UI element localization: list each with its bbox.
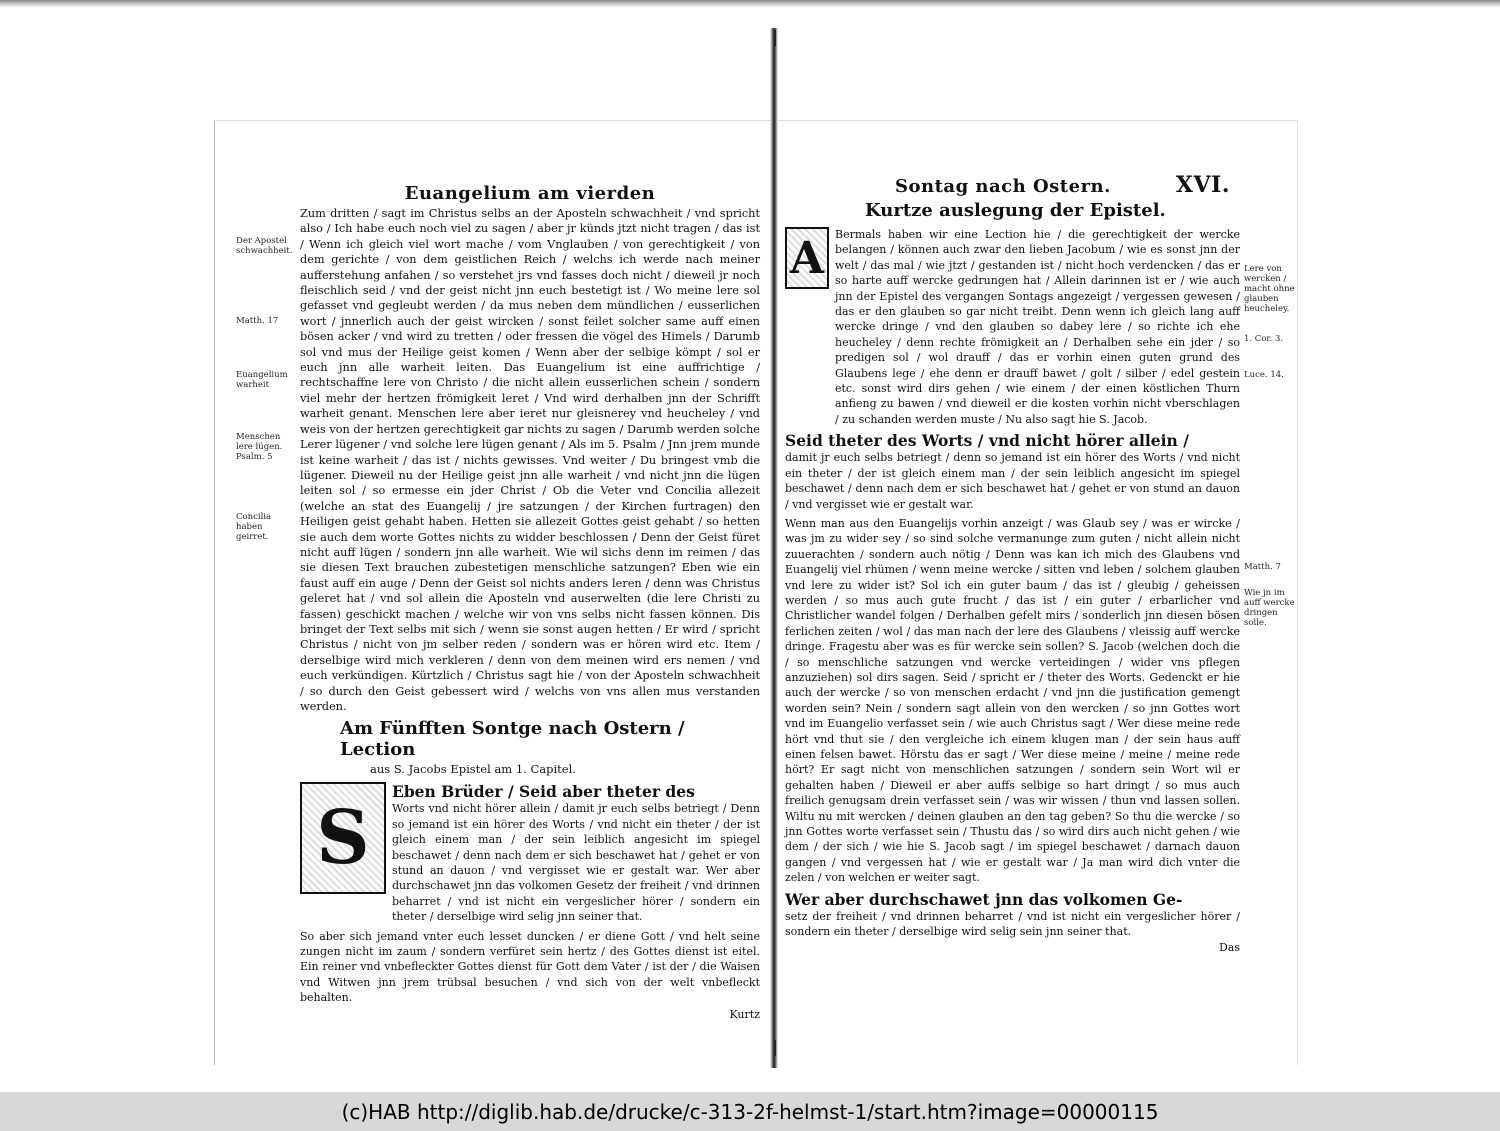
- margin-note: Matth. 17: [236, 316, 279, 326]
- decorated-initial-icon: A: [785, 227, 829, 289]
- exposition-opening: [785, 227, 1240, 427]
- margin-note: 1. Cor. 3.: [1244, 334, 1284, 344]
- margin-note: Matth. 7: [1244, 562, 1281, 572]
- exposition-lead: Seid theter des Worts / vnd nicht hörer allein /: [785, 431, 1189, 451]
- lection-subheading: aus S. Jacobs Epistel am 1. Capitel.: [370, 762, 576, 777]
- exposition-lead-text: damit jr euch selbs betriegt / denn so jemand ist ein hörer des Worts / vnd nicht ein theter / der ist gleich einem man / der sein leiblich angesicht im spiegel beschawet / denn nach dem er sich beschawet hat / gehet er von stund an dauon / vnd vergisset wie er gestalt war.: [785, 451, 1240, 511]
- left-text-column: [300, 183, 760, 1021]
- margin-note: Der Apostel schwachheit.: [236, 236, 293, 256]
- lection-text: Worts vnd nicht hörer allein / damit jr euch selbs betriegt / Denn so jemand ist ein hörer des Worts / vnd nicht ein theter / der ist gleich einem man / der sein leiblich angesicht im spiegel beschawet / denn nach dem er sich beschawet hat / gehet er von stund an dauon / vnd vergisset wie er gestalt war. Wer aber durchschawet jnn das volkomen Gesetz der freiheit / vnd drinnen beharret / vnd ist nicht ein vergeslicher hörer / sondern ein theter / derselbige wird selig jnn seiner that.: [392, 802, 760, 924]
- left-running-head: Euangelium am vierden: [404, 183, 656, 204]
- left-catchword: Kurtz: [729, 1007, 760, 1021]
- margin-note: Wie jn im auff wercke dringen solle.: [1244, 588, 1295, 628]
- exposition-heading: Kurtze auslegung der Epistel.: [865, 200, 1166, 221]
- exposition-lead-2: Wer aber durchschawet jnn das volkomen Ge-: [785, 889, 1183, 909]
- right-catchword: Das: [1218, 941, 1240, 955]
- credit-link-text: (c)HAB http://diglib.hab.de/drucke/c-313-2f-helmst-1/start.htm?image=00000115: [341, 1099, 1159, 1124]
- margin-note: Menschen lere lügen. Psalm. 5: [236, 432, 283, 462]
- book-gutter: [770, 28, 778, 1068]
- margin-note: Concilia haben geirret.: [236, 512, 272, 542]
- margin-note: Lere von wercken / macht ohne glauben heucheley.: [1244, 264, 1295, 314]
- margin-note: Euangelium warheit: [236, 370, 288, 390]
- lection-opening: [300, 782, 760, 924]
- exposition-paragraph: Bermals haben wir eine Lection hie / die gerechtigkeit der wercke belangen / können auch zwar den lieben Jacobum / wie es sonst jnn der welt / das mal / wie jtzt / gestanden ist / nicht hoch verdencken / das er so harte auff wercke gedrungen hat / Allein darinnen ist er / wie auch jnn der Epistel des vergangen Sontags angezeigt / vergessen gewesen / das er den glauben so gar nicht treibt. Denn wenn ich gleich lang auff wercke dringe / vnd den glauben so dabey lere / so richte ich ehe heucheley / denn rechte frömigkeit an / Derhalben sehe ein jder / so predigen sol / wol drauff / das er vorhin einen guten grund des Glaubens lege / ehe denn er drauff bawet / golt / silber / edel gestein etc. sonst wird dirs gehen / wie einem / der einen köstlichen Thurn anfieng zu bawen / vnd dieweil er die kosten vorhin nicht vberschlagen / zu schanden werden muste / Nu also sagt hie S. Jacob.: [835, 228, 1240, 426]
- folio-number: XVI.: [1175, 172, 1230, 198]
- lection-heading: Am Fünfften Sontge nach Ostern / Lection: [340, 718, 685, 761]
- gutter-mark-bottom: [774, 1040, 776, 1056]
- decorated-initial-icon: S: [300, 782, 386, 894]
- margin-note: Luce. 14.: [1244, 370, 1284, 380]
- exposition-paragraph-2: Wenn man aus den Euangelijs vorhin anzeigt / was Glaub sey / was er wircke / was jm zu wider sey / so sind solche vermanunge zum guten / nicht allein nicht zuuerachten / sondern auch nötig / Denn was kan ich mich des Glaubens vnd Euangelij viel rhümen / wenn meine wercke / sitten vnd leben / solchem glauben vnd lere zu wider ist? Sol ich ein guter baum / das ist / gleubig / geheissen werden / so mus auch gute frucht / das ist / ein guter / erbarlicher vnd Christlicher wandel folgen / Derhalben gefelt mirs / sonderlich jnn diesen bösen ferlichen zeiten / wol / das man nach der lere des Glaubens / vleissig auff wercke dringe. Fragestu aber was es für wercke sein sollen? S. Jacob (welchen doch die / so menschliche satzungen vnd wercke verteidingen / wider vns pflegen anzuziehen) sol dirs sagen. Seid / spricht er / theter des Worts. Gedenckt er hie auch der wercke / so von menschen erdacht / vnd jnn die justification gemengt worden sein? Nein / sondern sagt allein von den wercken / so jnn Gottes wort vnd im Euangelio verfasset sein / wie auch Christus sagt / Wer diese meine rede hört vnd thut sie / den vergleiche ich einem klugen man / der sein haus auff einen felsen bawet. Hörstu das er sagt / Wer diese meine / meine / meine rede hört? Er sagt nicht von menschlichen satzungen / sondern sein Wort wil er gehalten haben / Dieweil er aber auffs selbige so hart dringt / so mus auch freilich genugsam drein verfasset sein / was wir wissen / thun vnd lassen sollen. Wiltu nu mit wercken / deinen glauben an den tag geben? So thu die wercke / so jnn Gottes worte verfasset sein / Thustu das / so wird dirs auch nicht gehen / wie dem / der sich / wie hie S. Jacob sagt / im spiegel beschawet / darnach dauon gangen / vnd vergessen hat / wie er gestalt war / Ja man wird dich vnter die zelen / von welchen er weiter sagt.: [785, 516, 1240, 885]
- right-running-head-row: [785, 172, 1240, 198]
- credit-footer: [0, 1092, 1500, 1131]
- lection-text-continued: So aber sich jemand vnter euch lesset duncken / er diene Gott / vnd helt seine zungen nicht im zaum / sondern verfüret sein hertz / des Gottes dienst ist eitel. Ein reiner vnd vnbefleckter Gottes dienst für Gott dem Vater / ist der / die Waisen vnd Witwen jnn jrem trübsal besuchen / vnd sich von der welt vnbefleckt behalten.: [300, 929, 760, 1005]
- left-body-text: Zum dritten / sagt im Christus selbs an der Aposteln schwachheit / vnd spricht also / Ich habe euch noch viel zu sagen / aber jr künds jtzt nicht tragen / das ist / Wenn ich gleich viel wort mache / vom Vnglauben / von gerechtigkeit / von dem gerichte / von dem geistlichen Reich / welchs ich werde nach meiner aufferstehung anfahen / so verstehet jrs vnd fasses doch nicht / dieweil jr noch fleischlich seid / vnd der geist nicht jnn euch bestetigt ist / Wo meine lere sol gefasset vnd gegleubt werden / da mus neben dem mündlichen / eusserlichen wort / jnnerlich auch der geist wircken / sonst feilet solcher same auff einen bösen acker / vnd wird zu tretten / oder fressen die vögel des Himels / Darumb sol vnd mus der Heilige geist komen / Wenn aber der selbige kömpt / sol er euch jnn alle warheit leiten. Das Euangelium ist eine auffrichtige / rechtschaffne lere von Christo / die nicht allein eusserlichen schein / sondern viel mehr der hertzen frömigkeit leret / Vnd wird derhalben jnn der Schrifft warheit genant. Menschen lere aber ieret nur gleisnerey vnd heucheley / vnd weis von der hertzen gerechtigkeit gar nichts zu sagen / Darumb werden solche Lerer lügener / vnd solche lere lügen genant / Als im 5. Psalm / Jnn jrem munde ist keine warheit / das ist / nichts gewisses. Vnd weiter / Du bringest vmb die lügener. Dieweil nu der Heilige geist jnn alle warheit / vnd nicht jnn die lügen leiten sol / so ermesse ein jder Christ / Ob die Veter vnd Concilia allezeit (welche an stat des Euangelij / jre satzungen / der Kirchen furtragen) den Heiligen geist gehabt haben. Hetten sie allezeit Gottes geist gehabt / so hetten sie auch dem worte Gottes nichts zu widder beschlossen / Denn der Geist füret nicht auff lügen / sondern jnn alle warheit. Wie wil sichs denn im reimen / das sie diesen Text brauchen zubestetigen menschliche satzungen? Eben wie ein faust auff ein auge / Denn der Geist sol nichts anders leren / denn was Christus geleret hat / vnd sol allein die Aposteln vnd auserwelten (die lere Christi zu fassen) geschickt machen / welche wir von vns selbs nicht fassen können. Dis bringet der Text selbs mit sich / wenn sie sonst augen hetten / Er wird / spricht Christus / nicht von jm selber reden / sondern was er hören wird etc. Item / derselbige wird mich verkleren / denn von dem meinen wird ers nemen / vnd euch verkündigen. Kürtzlich / Christus sagt hie / von der Aposteln schwachheit / so durch den Geist gebessert wird / welchs von vns allen mus verstanden werden.: [300, 207, 760, 713]
- right-running-head: Sontag nach Ostern.: [895, 176, 1111, 197]
- exposition-lead-text-2: setz der freiheit / vnd drinnen beharret / vnd ist nicht ein vergeslicher hörer / sondern ein theter / derselbige wird selig sein jnn seiner that.: [785, 909, 1240, 939]
- lection-lead: Eben Brüder / Seid aber theter des: [392, 782, 695, 802]
- lection-opening-text: [392, 782, 760, 924]
- gutter-mark-top: [774, 30, 776, 46]
- right-text-column: [785, 172, 1240, 954]
- scanner-shadow: [0, 0, 1500, 8]
